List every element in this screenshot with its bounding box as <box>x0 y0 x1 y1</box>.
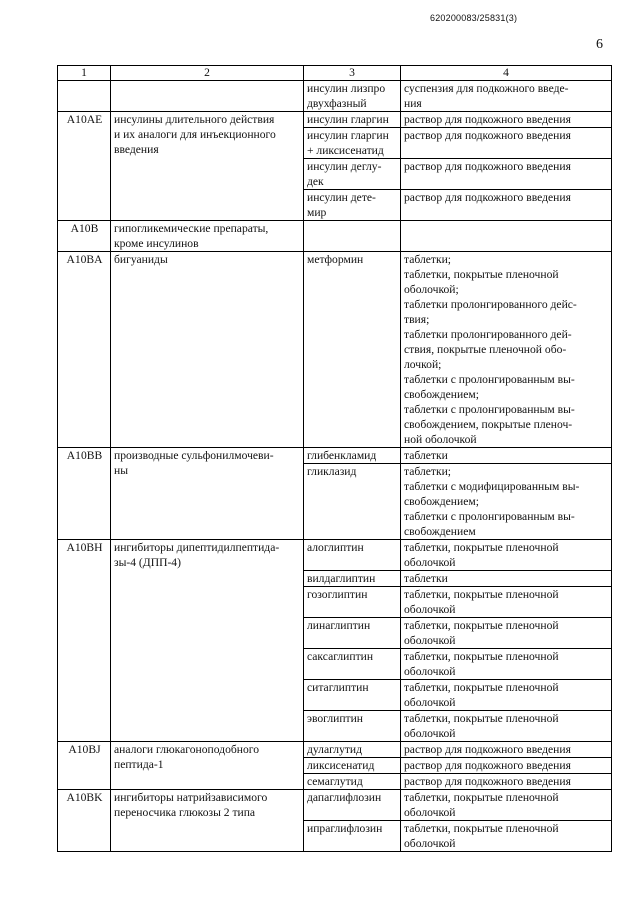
group-name-cell <box>111 112 304 221</box>
table-row <box>58 742 612 758</box>
drug-name-cell <box>304 464 401 540</box>
dosage-form-line: свобождением <box>404 525 476 538</box>
drug-name-line: линаглиптин <box>307 619 371 632</box>
dosage-form-line: таблетки, покрытые пленочной <box>404 541 559 554</box>
group-name-line: производные сульфонилмочеви- <box>114 449 274 462</box>
dosage-form-cell <box>401 571 612 587</box>
atc-code: A10BH <box>66 541 103 554</box>
group-name-cell <box>111 448 304 540</box>
dosage-form-cell <box>401 680 612 711</box>
drug-name-cell <box>304 680 401 711</box>
column-header-2: 2 <box>111 66 304 81</box>
drug-name-line: гликлазид <box>307 465 357 478</box>
group-name-cell <box>111 790 304 852</box>
atc-code-cell <box>58 540 111 742</box>
dosage-form-line: свобождением, покрытые пленоч- <box>404 418 573 431</box>
group-name-line: аналоги глюкагоноподобного <box>114 743 260 756</box>
drug-name-line: дулаглутид <box>307 743 363 756</box>
table-header <box>58 66 612 81</box>
dosage-form-line: раствор для подкожного введения <box>404 743 571 756</box>
table-row <box>58 448 612 464</box>
dosage-form-cell <box>401 448 612 464</box>
group-name-cell <box>111 81 304 112</box>
dosage-form-cell <box>401 758 612 774</box>
drug-name-line: глибенкламид <box>307 449 377 462</box>
drug-name-line: дек <box>307 175 324 188</box>
group-name-cell <box>111 252 304 448</box>
atc-code-cell <box>58 742 111 790</box>
dosage-form-line: таблетки <box>404 449 448 462</box>
dosage-form-line: таблетки, покрытые пленочной <box>404 791 559 804</box>
drug-name-cell <box>304 587 401 618</box>
dosage-form-cell <box>401 112 612 128</box>
drug-name-cell <box>304 81 401 112</box>
drug-name-line: инсулин детe- <box>307 191 376 204</box>
dosage-form-line: оболочкой <box>404 806 456 819</box>
dosage-form-cell <box>401 742 612 758</box>
dosage-form-line: оболочкой; <box>404 283 459 296</box>
dosage-form-cell <box>401 81 612 112</box>
dosage-form-cell <box>401 587 612 618</box>
group-name-cell <box>111 221 304 252</box>
group-name-line: ны <box>114 464 128 477</box>
dosage-form-cell <box>401 190 612 221</box>
dosage-form-line: таблетки, покрытые пленочной <box>404 588 559 601</box>
drug-table <box>57 65 612 852</box>
table-row <box>58 790 612 821</box>
dosage-form-line: раствор для подкожного введения <box>404 129 571 142</box>
dosage-form-line: таблетки с модифицированным вы- <box>404 480 580 493</box>
table-row <box>58 540 612 571</box>
dosage-form-line: таблетки с пролонгированным вы- <box>404 510 575 523</box>
dosage-form-line: таблетки, покрытые пленочной <box>404 712 559 725</box>
atc-code: A10AE <box>66 113 103 126</box>
dosage-form-line: оболочкой <box>404 727 456 740</box>
dosage-form-line: свобождением; <box>404 495 479 508</box>
group-name-line: пептида-1 <box>114 758 164 771</box>
drug-name-cell <box>304 742 401 758</box>
drug-name-cell <box>304 649 401 680</box>
table-row <box>58 221 612 252</box>
table-row <box>58 252 612 448</box>
atc-code-cell <box>58 81 111 112</box>
dosage-form-line: оболочкой <box>404 634 456 647</box>
drug-name-cell <box>304 571 401 587</box>
drug-name-line: вилдаглиптин <box>307 572 376 585</box>
drug-name-cell <box>304 790 401 821</box>
dosage-form-line: раствор для подкожного введения <box>404 191 571 204</box>
drug-name-line: метформин <box>307 253 364 266</box>
group-name-cell <box>111 742 304 790</box>
document-code: 620200083/25831(3) <box>430 13 518 23</box>
dosage-form-cell <box>401 790 612 821</box>
dosage-form-line: оболочкой <box>404 603 456 616</box>
dosage-form-line: раствор для подкожного введения <box>404 160 571 173</box>
atc-code-cell <box>58 448 111 540</box>
dosage-form-line: суспензия для подкожного введе- <box>404 82 569 95</box>
dosage-form-cell <box>401 540 612 571</box>
drug-name-cell <box>304 190 401 221</box>
dosage-form-line: таблетки <box>404 572 448 585</box>
dosage-form-cell <box>401 221 612 252</box>
group-name-line: зы-4 (ДПП-4) <box>114 556 181 569</box>
atc-code-cell <box>58 252 111 448</box>
drug-name-cell <box>304 618 401 649</box>
drug-name-line: + ликсисенатид <box>307 144 384 157</box>
group-name-line: введения <box>114 143 159 156</box>
dosage-form-line: ствия, покрытые пленочной обо- <box>404 343 567 356</box>
group-name-line: инсулины длительного действия <box>114 113 275 126</box>
table-header-row <box>58 66 612 81</box>
drug-name-cell <box>304 112 401 128</box>
dosage-form-cell <box>401 711 612 742</box>
dosage-form-cell <box>401 128 612 159</box>
atc-code-cell <box>58 790 111 852</box>
dosage-form-line: твия; <box>404 313 430 326</box>
dosage-form-line: ной оболочкой <box>404 433 477 446</box>
dosage-form-line: таблетки с пролонгированным вы- <box>404 373 575 386</box>
dosage-form-line: таблетки, покрытые пленочной <box>404 681 559 694</box>
dosage-form-cell <box>401 774 612 790</box>
drug-name-cell <box>304 252 401 448</box>
dosage-form-line: раствор для подкожного введения <box>404 759 571 772</box>
drug-name-cell <box>304 774 401 790</box>
dosage-form-line: таблетки; <box>404 253 452 266</box>
page-number: 6 <box>596 37 603 52</box>
drug-name-cell <box>304 758 401 774</box>
table-row <box>58 81 612 112</box>
drug-name-cell <box>304 159 401 190</box>
group-name-line: ингибиторы дипептидилпептида- <box>114 541 280 554</box>
atc-code: A10BA <box>66 253 103 266</box>
drug-name-cell <box>304 540 401 571</box>
dosage-form-cell <box>401 252 612 448</box>
table-row <box>58 112 612 128</box>
atc-code: A10BJ <box>68 743 101 756</box>
dosage-form-line: таблетки, покрытые пленочной <box>404 619 559 632</box>
group-name-line: и их аналоги для инъекционного <box>114 128 276 141</box>
drug-name-line: двухфазный <box>307 97 367 110</box>
group-name-line: кроме инсулинов <box>114 237 199 250</box>
dosage-form-line: свобождением; <box>404 388 479 401</box>
dosage-form-line: оболочкой <box>404 837 456 850</box>
atc-code: A10B <box>70 222 99 235</box>
dosage-form-cell <box>401 159 612 190</box>
drug-name-line: ситаглиптин <box>307 681 369 694</box>
group-name-line: переносчика глюкозы 2 типа <box>114 806 256 819</box>
drug-name-line: мир <box>307 206 327 219</box>
dosage-form-line: таблетки; <box>404 465 452 478</box>
group-name-line: бигуаниды <box>114 253 168 266</box>
drug-name-line: ипраглифлозин <box>307 822 383 835</box>
dosage-form-line: раствор для подкожного введения <box>404 113 571 126</box>
drug-name-line: алоглиптин <box>307 541 364 554</box>
dosage-form-line: таблетки, покрытые пленочной <box>404 650 559 663</box>
group-name-cell <box>111 540 304 742</box>
group-name-line: гипогликемические препараты, <box>114 222 269 235</box>
dosage-form-line: лочкой; <box>404 358 442 371</box>
dosage-form-line: раствор для подкожного введения <box>404 775 571 788</box>
drug-name-cell <box>304 128 401 159</box>
drug-name-line: гозоглиптин <box>307 588 368 601</box>
atc-code-cell <box>58 112 111 221</box>
dosage-form-cell <box>401 649 612 680</box>
drug-name-line: семаглутид <box>307 775 363 788</box>
table-body <box>58 81 612 852</box>
drug-name-line: инсулин гларгин <box>307 113 389 126</box>
column-header-3: 3 <box>304 66 401 81</box>
dosage-form-line: таблетки с пролонгированным вы- <box>404 403 575 416</box>
column-header-4: 4 <box>401 66 612 81</box>
drug-name-line: инсулин деглу- <box>307 160 382 173</box>
dosage-form-line: оболочкой <box>404 665 456 678</box>
dosage-form-line: оболочкой <box>404 696 456 709</box>
dosage-form-line: таблетки, покрытые пленочной <box>404 268 559 281</box>
drug-name-cell <box>304 821 401 852</box>
drug-name-line: ликсисенатид <box>307 759 375 772</box>
drug-name-line: саксаглиптин <box>307 650 374 663</box>
drug-name-line: инсулин лизпро <box>307 82 386 95</box>
drug-name-cell <box>304 711 401 742</box>
dosage-form-line: оболочкой <box>404 556 456 569</box>
dosage-form-line: таблетки, покрытые пленочной <box>404 822 559 835</box>
group-name-line: ингибиторы натрийзависимого <box>114 791 268 804</box>
dosage-form-line: таблетки пролонгированного дей- <box>404 328 572 341</box>
atc-code: A10BK <box>66 791 103 804</box>
drug-name-line: дапаглифлозин <box>307 791 382 804</box>
drug-name-cell <box>304 448 401 464</box>
drug-name-line: эвоглиптин <box>307 712 364 725</box>
dosage-form-cell <box>401 821 612 852</box>
dosage-form-cell <box>401 618 612 649</box>
drug-name-line: инсулин гларгин <box>307 129 389 142</box>
atc-code: A10BB <box>66 449 103 462</box>
dosage-form-cell <box>401 464 612 540</box>
column-header-1: 1 <box>58 66 111 81</box>
dosage-form-line: таблетки пролонгированного дейс- <box>404 298 577 311</box>
drug-name-cell <box>304 221 401 252</box>
atc-code-cell <box>58 221 111 252</box>
dosage-form-line: ния <box>404 97 422 110</box>
